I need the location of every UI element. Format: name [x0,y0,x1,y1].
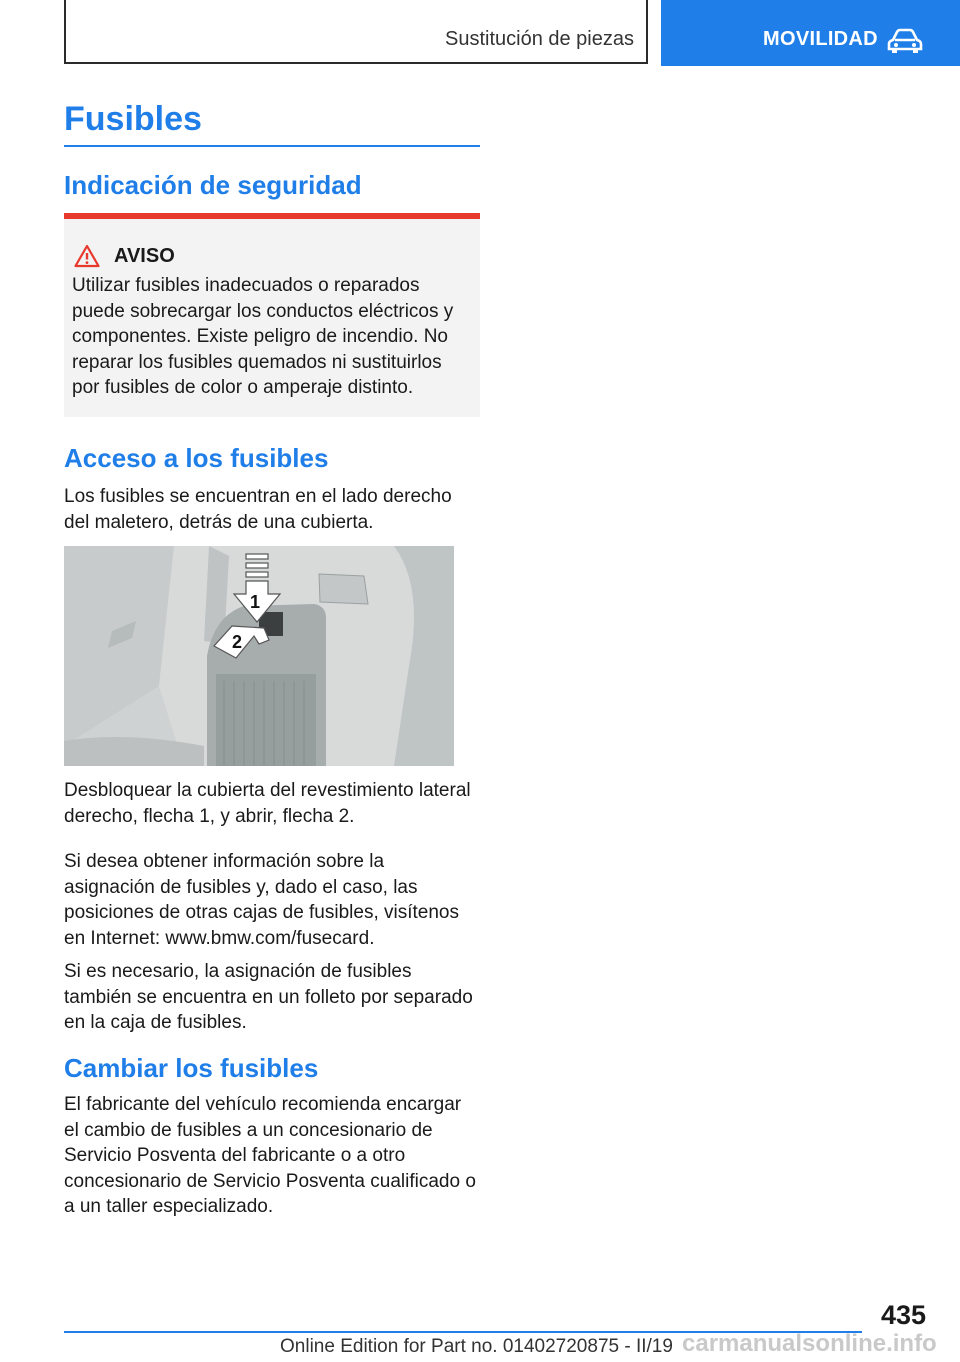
warning-text: Utilizar fusibles inadecuados o reparados puede sobrecargar los conductos eléctricos y componentes. Existe peligro de incendio. No reparar los fusibles quemados ni sustituirlos por fusibles de color o amperaje distinto. [72,275,454,398]
header-section-box [64,0,648,64]
illustration-caption: Desbloquear la cubierta del revestimiento lateral derecho, flecha 1, y abrir, flecha 2. [64,780,471,827]
watermark: carmanualsonline.info [682,1330,937,1357]
car-icon [887,28,923,54]
access-caption-block [64,778,480,1036]
access-intro: Los fusibles se encuentran en el lado derecho del maletero, detrás de una cubierta. [64,486,452,533]
change-section [64,1053,480,1220]
page-title: Fusibles [64,100,202,138]
safety-heading: Indicación de seguridad [64,170,362,200]
edition-label: Online Edition for Part no. 01402720875 - II/19 [280,1336,673,1357]
access-section [64,443,480,535]
arrow-2-label: 2 [232,632,243,652]
header-chapter-tab[interactable] [661,0,960,66]
trunk-fuse-cover-illustration [64,546,454,766]
change-text: El fabricante del vehículo recomienda encargar el cambio de fusibles a un concesionario de Servicio Posventa del fabricante o a otro concesionario de Servicio Posventa cualificado o a un taller especializado. [64,1094,476,1217]
access-heading: Acceso a los fusibles [64,443,329,473]
change-heading: Cambiar los fusibles [64,1053,319,1083]
safety-section [64,170,480,201]
fuse-booklet-info: Si es necesario, la asignación de fusibles también se encuentra en un folleto por separado en la caja de fusibles. [64,961,473,1033]
fuse-assignment-info: Si desea obtener información sobre la asignación de fusibles y, dado el caso, las posiciones de otras cajas de fusibles, visítenos en Internet: www.bmw.com/fusecard. [64,851,459,949]
header-section-title: Sustitución de piezas [444,28,634,50]
title-divider [64,145,480,147]
header-chapter-label: MOVILIDAD [763,28,878,50]
warning-box [64,219,480,417]
warning-triangle-icon [74,244,100,268]
warning-label: AVISO [114,244,175,267]
page-number: 435 [880,1300,926,1330]
arrow-1-label: 1 [250,592,261,612]
